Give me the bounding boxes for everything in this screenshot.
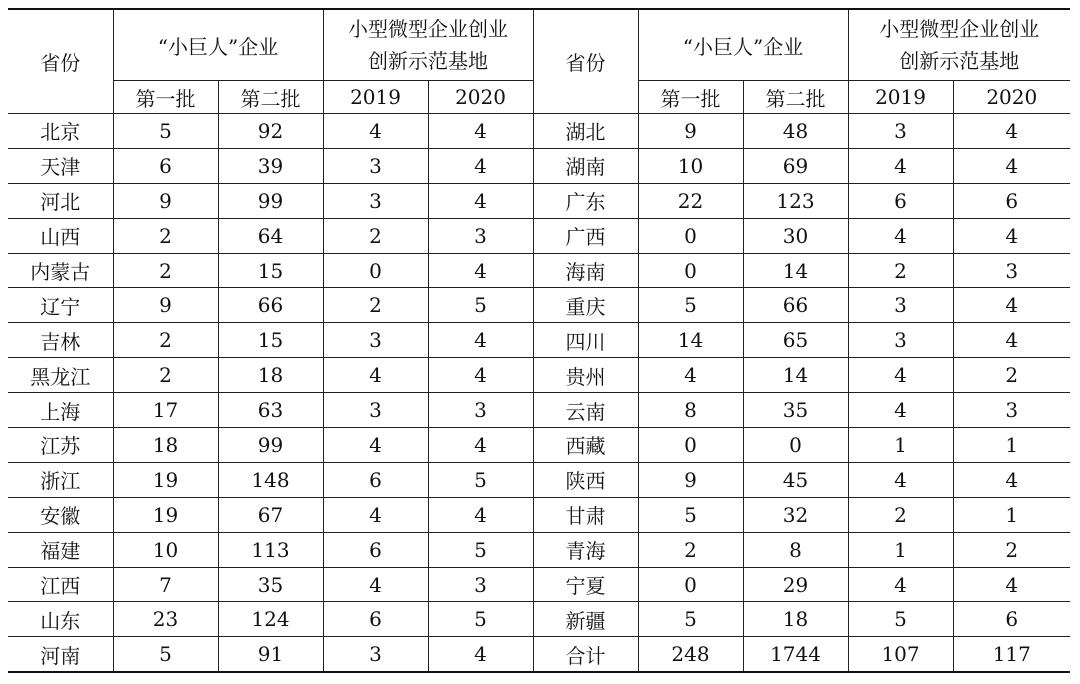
sme-base-header-right-line2: 创新示范基地 (899, 49, 1020, 73)
table-row (8, 532, 1070, 567)
left-year2019-cell: 2 (323, 218, 428, 253)
right-year2020-cell: 4 (953, 462, 1070, 497)
left-province-cell: 北京 (8, 114, 113, 149)
left-province-cell: 山西 (8, 218, 113, 253)
left-batch1-cell: 19 (113, 497, 218, 532)
right-batch1-cell: 5 (638, 497, 743, 532)
left-batch1-cell: 5 (113, 114, 218, 149)
right-year2020-cell: 4 (953, 288, 1070, 323)
left-province-cell: 吉林 (8, 323, 113, 358)
left-year2019-cell: 3 (323, 148, 428, 183)
left-year2019-cell: 4 (323, 567, 428, 602)
left-batch1-cell: 9 (113, 288, 218, 323)
right-batch1-cell: 9 (638, 114, 743, 149)
left-province-cell: 上海 (8, 393, 113, 428)
right-year2020-cell: 6 (953, 183, 1070, 218)
left-batch1-cell: 10 (113, 532, 218, 567)
right-province-cell: 海南 (533, 253, 638, 288)
right-batch2-cell: 1744 (743, 637, 848, 672)
left-batch2-cell: 99 (218, 428, 323, 463)
right-year2020-cell: 4 (953, 323, 1070, 358)
left-batch2-cell: 124 (218, 602, 323, 637)
left-batch2-cell: 99 (218, 183, 323, 218)
batch2-header: 第二批 (218, 81, 323, 114)
year-2020-header: 2020 (428, 81, 533, 114)
right-batch1-cell: 10 (638, 148, 743, 183)
right-year2019-cell: 4 (848, 462, 953, 497)
table-row (8, 114, 1070, 149)
right-province-cell: 陕西 (533, 462, 638, 497)
right-year2020-cell: 6 (953, 602, 1070, 637)
left-year2020-cell: 4 (428, 497, 533, 532)
right-year2019-cell: 4 (848, 358, 953, 393)
left-batch1-cell: 2 (113, 218, 218, 253)
left-year2020-cell: 4 (428, 637, 533, 672)
right-province-cell: 青海 (533, 532, 638, 567)
left-batch2-cell: 15 (218, 253, 323, 288)
right-year2019-cell: 3 (848, 323, 953, 358)
right-year2020-cell: 3 (953, 393, 1070, 428)
right-year2019-cell: 1 (848, 428, 953, 463)
right-province-cell: 广东 (533, 183, 638, 218)
right-batch1-cell: 2 (638, 532, 743, 567)
left-year2020-cell: 3 (428, 218, 533, 253)
right-batch2-cell: 8 (743, 532, 848, 567)
left-year2020-cell: 4 (428, 148, 533, 183)
table-row (8, 462, 1070, 497)
table-row (8, 218, 1070, 253)
left-year2019-cell: 3 (323, 323, 428, 358)
left-year2020-cell: 4 (428, 253, 533, 288)
sme-base-header-line2: 创新示范基地 (368, 49, 489, 73)
right-batch2-cell: 32 (743, 497, 848, 532)
right-batch1-cell: 22 (638, 183, 743, 218)
left-year2019-cell: 4 (323, 497, 428, 532)
table-row (8, 637, 1070, 672)
right-year2019-cell: 4 (848, 218, 953, 253)
right-province-cell: 贵州 (533, 358, 638, 393)
left-province-cell: 江苏 (8, 428, 113, 463)
right-year2020-cell: 117 (953, 637, 1070, 672)
left-batch2-cell: 39 (218, 148, 323, 183)
left-batch2-cell: 67 (218, 497, 323, 532)
left-batch2-cell: 64 (218, 218, 323, 253)
left-province-cell: 河北 (8, 183, 113, 218)
right-year2019-cell: 4 (848, 567, 953, 602)
right-year2019-cell: 107 (848, 637, 953, 672)
right-year2019-cell: 5 (848, 602, 953, 637)
left-batch2-cell: 66 (218, 288, 323, 323)
left-year2020-cell: 4 (428, 183, 533, 218)
right-year2020-cell: 2 (953, 358, 1070, 393)
left-batch2-cell: 18 (218, 358, 323, 393)
right-year2019-cell: 4 (848, 393, 953, 428)
left-batch2-cell: 91 (218, 637, 323, 672)
left-batch2-cell: 63 (218, 393, 323, 428)
data-table (8, 8, 1070, 673)
right-province-cell: 云南 (533, 393, 638, 428)
right-year2019-cell: 4 (848, 148, 953, 183)
right-batch1-cell: 14 (638, 323, 743, 358)
left-batch2-cell: 148 (218, 462, 323, 497)
right-batch2-cell: 18 (743, 602, 848, 637)
right-batch1-cell: 248 (638, 637, 743, 672)
right-batch2-cell: 69 (743, 148, 848, 183)
table-row (8, 497, 1070, 532)
left-year2020-cell: 5 (428, 602, 533, 637)
right-province-cell: 甘肃 (533, 497, 638, 532)
left-batch1-cell: 18 (113, 428, 218, 463)
left-year2020-cell: 5 (428, 462, 533, 497)
right-batch1-cell: 0 (638, 218, 743, 253)
right-batch1-cell: 5 (638, 288, 743, 323)
province-header-right: 省份 (533, 9, 638, 114)
right-province-cell: 西藏 (533, 428, 638, 463)
left-province-cell: 内蒙古 (8, 253, 113, 288)
right-province-cell: 宁夏 (533, 567, 638, 602)
left-batch1-cell: 9 (113, 183, 218, 218)
left-batch1-cell: 6 (113, 148, 218, 183)
left-province-cell: 安徽 (8, 497, 113, 532)
right-year2019-cell: 3 (848, 288, 953, 323)
right-batch1-cell: 0 (638, 253, 743, 288)
left-year2019-cell: 3 (323, 393, 428, 428)
left-year2019-cell: 4 (323, 358, 428, 393)
table-row (8, 323, 1070, 358)
left-province-cell: 江西 (8, 567, 113, 602)
right-batch1-cell: 0 (638, 428, 743, 463)
table-row (8, 358, 1070, 393)
right-year2019-cell: 1 (848, 532, 953, 567)
left-batch1-cell: 7 (113, 567, 218, 602)
right-batch1-cell: 4 (638, 358, 743, 393)
right-batch2-cell: 65 (743, 323, 848, 358)
table-row (8, 428, 1070, 463)
table-row (8, 253, 1070, 288)
right-province-cell: 四川 (533, 323, 638, 358)
right-batch2-cell: 29 (743, 567, 848, 602)
right-year2020-cell: 1 (953, 428, 1070, 463)
left-batch1-cell: 2 (113, 323, 218, 358)
left-year2019-cell: 0 (323, 253, 428, 288)
table-body (8, 114, 1070, 673)
batch1-header-right: 第一批 (638, 81, 743, 114)
table-row (8, 602, 1070, 637)
left-year2019-cell: 3 (323, 637, 428, 672)
table-row (8, 567, 1070, 602)
left-year2020-cell: 4 (428, 358, 533, 393)
left-year2020-cell: 4 (428, 114, 533, 149)
right-batch2-cell: 66 (743, 288, 848, 323)
left-batch1-cell: 2 (113, 358, 218, 393)
header-row-1 (8, 9, 1070, 81)
right-year2020-cell: 2 (953, 532, 1070, 567)
left-batch1-cell: 2 (113, 253, 218, 288)
left-year2019-cell: 4 (323, 428, 428, 463)
left-batch1-cell: 5 (113, 637, 218, 672)
left-year2019-cell: 6 (323, 462, 428, 497)
batch1-header: 第一批 (113, 81, 218, 114)
left-province-cell: 黑龙江 (8, 358, 113, 393)
sme-base-header-line1: 小型微型企业创业 (348, 17, 509, 41)
right-batch2-cell: 48 (743, 114, 848, 149)
right-year2020-cell: 1 (953, 497, 1070, 532)
right-province-cell: 广西 (533, 218, 638, 253)
left-year2020-cell: 4 (428, 323, 533, 358)
right-batch2-cell: 0 (743, 428, 848, 463)
little-giant-header-right: “小巨人”企业 (638, 9, 848, 81)
year-2019-header-right: 2019 (848, 81, 953, 114)
batch2-header-right: 第二批 (743, 81, 848, 114)
right-province-cell: 重庆 (533, 288, 638, 323)
left-year2020-cell: 3 (428, 393, 533, 428)
left-year2020-cell: 5 (428, 532, 533, 567)
right-batch1-cell: 8 (638, 393, 743, 428)
right-batch1-cell: 0 (638, 567, 743, 602)
left-batch1-cell: 19 (113, 462, 218, 497)
year-2020-header-right: 2020 (953, 81, 1070, 114)
sme-base-header (323, 9, 533, 81)
right-year2020-cell: 4 (953, 114, 1070, 149)
little-giant-header: “小巨人”企业 (113, 9, 323, 81)
left-year2020-cell: 3 (428, 567, 533, 602)
left-batch2-cell: 92 (218, 114, 323, 149)
left-province-cell: 浙江 (8, 462, 113, 497)
left-year2019-cell: 2 (323, 288, 428, 323)
right-year2020-cell: 4 (953, 218, 1070, 253)
right-batch1-cell: 9 (638, 462, 743, 497)
right-province-cell: 新疆 (533, 602, 638, 637)
left-batch1-cell: 23 (113, 602, 218, 637)
left-batch2-cell: 35 (218, 567, 323, 602)
right-year2019-cell: 2 (848, 497, 953, 532)
left-batch2-cell: 15 (218, 323, 323, 358)
sme-base-header-right-line1: 小型微型企业创业 (879, 17, 1040, 41)
left-province-cell: 河南 (8, 637, 113, 672)
left-year2019-cell: 6 (323, 532, 428, 567)
table-row (8, 288, 1070, 323)
right-batch2-cell: 14 (743, 253, 848, 288)
left-province-cell: 山东 (8, 602, 113, 637)
left-province-cell: 辽宁 (8, 288, 113, 323)
province-header: 省份 (8, 9, 113, 114)
right-year2020-cell: 4 (953, 148, 1070, 183)
right-year2019-cell: 3 (848, 114, 953, 149)
left-year2019-cell: 3 (323, 183, 428, 218)
table-row (8, 148, 1070, 183)
right-province-cell: 湖南 (533, 148, 638, 183)
right-year2019-cell: 6 (848, 183, 953, 218)
right-batch2-cell: 30 (743, 218, 848, 253)
right-batch2-cell: 45 (743, 462, 848, 497)
left-province-cell: 福建 (8, 532, 113, 567)
table-row (8, 393, 1070, 428)
left-province-cell: 天津 (8, 148, 113, 183)
right-batch2-cell: 14 (743, 358, 848, 393)
right-province-cell: 湖北 (533, 114, 638, 149)
right-batch1-cell: 5 (638, 602, 743, 637)
left-batch1-cell: 17 (113, 393, 218, 428)
right-batch2-cell: 35 (743, 393, 848, 428)
right-batch2-cell: 123 (743, 183, 848, 218)
table-container (8, 8, 1070, 673)
table-row (8, 183, 1070, 218)
left-year2020-cell: 5 (428, 288, 533, 323)
right-year2020-cell: 3 (953, 253, 1070, 288)
right-province-cell: 合计 (533, 637, 638, 672)
left-year2019-cell: 4 (323, 114, 428, 149)
sme-base-header-right (848, 9, 1070, 81)
left-year2019-cell: 6 (323, 602, 428, 637)
left-year2020-cell: 4 (428, 428, 533, 463)
year-2019-header: 2019 (323, 81, 428, 114)
left-batch2-cell: 113 (218, 532, 323, 567)
right-year2020-cell: 4 (953, 567, 1070, 602)
right-year2019-cell: 2 (848, 253, 953, 288)
